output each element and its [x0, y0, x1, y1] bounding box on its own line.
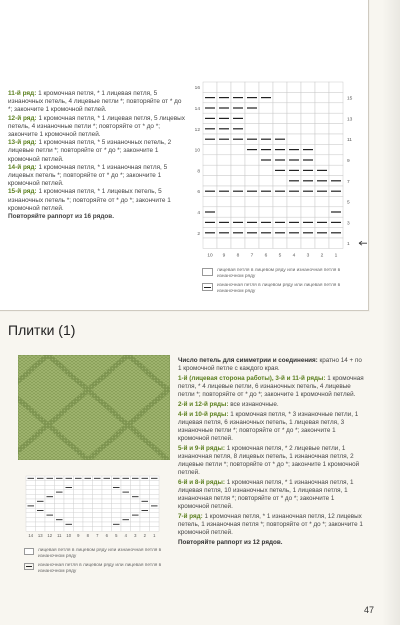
chart-cell [45, 481, 55, 486]
chart-cell [150, 490, 160, 495]
chart-cell [45, 508, 55, 513]
chart-cell [259, 207, 273, 217]
chart-cell [121, 485, 131, 490]
chart-cell [102, 499, 112, 504]
chart-cell [121, 494, 131, 499]
chart-cell [121, 481, 131, 486]
legend-knit-text: лицевая петля в лицевом ряду или изнаночная петля в изнаночном ряду [217, 268, 341, 279]
chart-cell [259, 165, 273, 175]
chart-cell [329, 103, 343, 113]
chart-cell [102, 517, 112, 522]
chart-cell [301, 92, 315, 102]
chart-cell [112, 513, 122, 518]
chart-cell [287, 134, 301, 144]
chart-cell [245, 113, 259, 123]
chart-cell [315, 124, 329, 134]
row-label: 4 [197, 211, 200, 216]
start-arrow-icon [359, 241, 367, 245]
chart-cell [55, 513, 65, 518]
column-label: 1 [153, 533, 156, 539]
legend-purl-text: изнаночная петля в лицевом ряду или лицевая петля в изнаночном ряду [38, 563, 162, 574]
chart-cell [150, 513, 160, 518]
column-label: 7 [250, 253, 254, 259]
chart-cell [55, 481, 65, 486]
chart-cell [36, 513, 46, 518]
chart-cell [203, 82, 217, 92]
chart-cell [112, 490, 122, 495]
chart-cell [287, 113, 301, 123]
chart-cell [140, 513, 150, 518]
chart-cell [245, 196, 259, 206]
chart-cell [83, 504, 93, 509]
chart-cell [329, 82, 343, 92]
chart-cell [301, 207, 315, 217]
chart-cell [315, 155, 329, 165]
chart-cell [287, 238, 301, 248]
chart-cell [64, 504, 74, 509]
chart-cell [121, 508, 131, 513]
chart-cell [315, 238, 329, 248]
knit-swatch-photo [18, 355, 170, 460]
chart-cell [36, 485, 46, 490]
chart-cell [36, 527, 46, 532]
chart-cell [26, 508, 36, 513]
chart-cell [45, 485, 55, 490]
chart-cell [231, 82, 245, 92]
chart-cell [102, 494, 112, 499]
chart-cell [203, 165, 217, 175]
column-label: 5 [115, 533, 118, 539]
chart-cell [74, 504, 84, 509]
chart-cell [55, 494, 65, 499]
chart-cell [315, 92, 329, 102]
chart-cell [64, 517, 74, 522]
chart-cell [329, 144, 343, 154]
chart-cell [329, 238, 343, 248]
chart-cell [26, 481, 36, 486]
chart-cell [74, 485, 84, 490]
chart-cell [140, 522, 150, 527]
chart-cell [301, 196, 315, 206]
chart-cell [259, 113, 273, 123]
chart-cell [273, 238, 287, 248]
chart-cell [150, 485, 160, 490]
chart-cell [273, 82, 287, 92]
chart-cell [26, 513, 36, 518]
chart-cell [83, 481, 93, 486]
chart-cell [131, 508, 141, 513]
column-label: 14 [28, 533, 34, 539]
chart-cell [26, 499, 36, 504]
chart-cell [231, 238, 245, 248]
chart-cell [273, 176, 287, 186]
chart-cell [131, 490, 141, 495]
chart-cell [259, 103, 273, 113]
column-label: 2 [320, 253, 324, 259]
tiles-stitch-chart [18, 472, 170, 544]
chart-cell [102, 522, 112, 527]
chart-cell [55, 504, 65, 509]
chart-cell [121, 499, 131, 504]
chart-cell [112, 517, 122, 522]
row-instruction: 14-й ряд: 1 кромочная петля, * 1 изнаночная петля, 5 лицевых петель *; повторяйте от * до *; закончите 1 кромочной петлей. [8, 163, 168, 188]
chart-cell [83, 490, 93, 495]
chart-cell [259, 82, 273, 92]
column-label: 10 [207, 253, 213, 259]
chart-cell [64, 513, 74, 518]
chart-cell [26, 522, 36, 527]
repeat-note: Повторяйте раппорт из 16 рядов. [8, 213, 115, 221]
gutter-shadow [382, 0, 400, 625]
column-label: 8 [86, 533, 89, 539]
chart-cell [203, 155, 217, 165]
column-label: 13 [37, 533, 43, 539]
legend-knit-symbol [24, 548, 34, 555]
top-instructions [8, 90, 186, 221]
chart-cell [131, 522, 141, 527]
chart-cell [102, 504, 112, 509]
chart-cell [93, 485, 103, 490]
chart-cell [83, 513, 93, 518]
chart-cell [217, 155, 231, 165]
chart-cell [217, 238, 231, 248]
chart-cell [301, 82, 315, 92]
chart-cell [217, 82, 231, 92]
chart-cell [45, 504, 55, 509]
row-instruction: 15-й ряд: 1 кромочная петля, * 1 лицевых петель, 5 изнаночных петель *; повторяйте от * до *; закончите 1 кромочной петлей. [8, 188, 171, 212]
chart-cell [287, 207, 301, 217]
column-label: 6 [264, 253, 268, 259]
chart-cell [259, 124, 273, 134]
chart-cell [131, 481, 141, 486]
chart-cell [93, 517, 103, 522]
chart-cell [203, 238, 217, 248]
chart-cell [329, 155, 343, 165]
chart-cell [45, 527, 55, 532]
chart-cell [315, 82, 329, 92]
chart-cell [45, 499, 55, 504]
chart-cell [217, 165, 231, 175]
chart-cell [301, 134, 315, 144]
chart-cell [102, 513, 112, 518]
row-instruction: 2-й и 12-й ряды: все изнаночные. [178, 401, 279, 408]
row-label: 2 [197, 231, 200, 237]
chart-cell [203, 144, 217, 154]
chart-cell [83, 522, 93, 527]
chart-cell [102, 508, 112, 513]
chart-cell [273, 92, 287, 102]
column-label: 3 [134, 533, 137, 539]
row-instruction: 6-й и 8-й ряды: 1 кромочная петля, * 1 изнаночная петля, 1 лицевая петля, 10 изнаночных петель, 1 лицевая петля, 1 изнаночная петля *; повторяйте от * до *; закончите 1 кромочной петлей. [178, 479, 354, 510]
chart-cell [131, 499, 141, 504]
row-label: 15 [347, 96, 353, 102]
chart-cell [93, 513, 103, 518]
chart-cell [301, 124, 315, 134]
chart-cell [64, 527, 74, 532]
chart-cell [231, 144, 245, 154]
chart-cell [259, 238, 273, 248]
chart-cell [217, 196, 231, 206]
row-label: 6 [197, 190, 200, 196]
column-label: 4 [292, 253, 296, 259]
column-label: 1 [334, 253, 338, 259]
chart-cell [26, 485, 36, 490]
chart-cell [231, 196, 245, 206]
chart-cell [36, 490, 46, 495]
chart-cell [64, 490, 74, 495]
column-label: 8 [236, 253, 240, 259]
row-label: 1 [347, 242, 350, 248]
chart-cell [64, 494, 74, 499]
chart-cell [131, 485, 141, 490]
row-label: 12 [194, 127, 200, 133]
column-label: 12 [47, 533, 53, 539]
chart-cell [315, 207, 329, 217]
chart-cell [64, 499, 74, 504]
chart-cell [203, 196, 217, 206]
chart-cell [83, 517, 93, 522]
chart-cell [74, 527, 84, 532]
chart-cell [315, 103, 329, 113]
column-label: 3 [306, 253, 310, 259]
chart-cell [150, 499, 160, 504]
chart-cell [112, 508, 122, 513]
chart-cell [36, 481, 46, 486]
chart-cell [45, 490, 55, 495]
chart-cell [217, 144, 231, 154]
chart-cell [55, 522, 65, 527]
chart-cell [231, 207, 245, 217]
column-label: 10 [66, 533, 72, 539]
stitch-count: Число петель для симметрии и соединения: кратно 14 + по 1 кромочной петле с каждого края. [178, 357, 362, 372]
chart-cell [245, 165, 259, 175]
chart-cell [93, 522, 103, 527]
chart-cell [93, 504, 103, 509]
chart-cell [112, 527, 122, 532]
chart-cell [273, 103, 287, 113]
column-label: 4 [124, 533, 127, 539]
chart-cell [301, 113, 315, 123]
chart-cell [150, 517, 160, 522]
chart-cell [203, 176, 217, 186]
row-label: 7 [347, 179, 350, 185]
chart-cell [36, 522, 46, 527]
chart-cell [102, 481, 112, 486]
chart-cell [259, 176, 273, 186]
row-label: 14 [194, 107, 200, 112]
section-title: Плитки (1) [8, 322, 76, 338]
chart-cell [74, 522, 84, 527]
chart-cell [83, 499, 93, 504]
chart-cell [245, 238, 259, 248]
column-label: 6 [105, 533, 108, 539]
chart-cell [74, 481, 84, 486]
chart-cell [301, 103, 315, 113]
top-stitch-chart [188, 76, 378, 276]
chart-cell [55, 485, 65, 490]
chart-cell [245, 155, 259, 165]
column-label: 11 [57, 533, 62, 539]
chart-cell [150, 508, 160, 513]
repeat-note: Повторяйте раппорт из 12 рядов. [178, 539, 283, 546]
chart-cell [36, 517, 46, 522]
chart-cell [83, 494, 93, 499]
chart-cell [140, 481, 150, 486]
row-label: 8 [197, 169, 200, 175]
chart-cell [329, 124, 343, 134]
chart-cell [93, 499, 103, 504]
chart-cell [102, 527, 112, 532]
column-label: 7 [96, 533, 99, 539]
chart-cell [140, 494, 150, 499]
chart-cell [287, 103, 301, 113]
chart-cell [121, 504, 131, 509]
chart-cell [150, 527, 160, 532]
legend-purl-symbol [202, 283, 213, 291]
chart-cell [83, 485, 93, 490]
row-label: 10 [194, 148, 200, 154]
chart-cell [55, 499, 65, 504]
chart-cell [26, 494, 36, 499]
chart-cell [273, 207, 287, 217]
chart-cell [245, 207, 259, 217]
row-instruction: 1-й (лицевая сторона работы), 3-й и 11-й ряды: 1 кромочная петля, * 4 лицевые петли, 6 изнаночных петель, 4 лицевые петли *; повторяйте от * до *; закончите 1 кромочной петлей. [178, 375, 364, 398]
row-instruction: 12-й ряд: 1 кромочная петля, * 1 лицевая петля, 5 лицевых петель, 4 изнаночные петли *; повторяйте от * до *; закончите 1 кромочной петлей. [8, 114, 185, 139]
chart-cell [93, 481, 103, 486]
chart-cell [26, 490, 36, 495]
chart-cell [83, 527, 93, 532]
chart-cell [287, 92, 301, 102]
row-label: 3 [347, 221, 350, 227]
chart-cell [55, 527, 65, 532]
chart-cell [112, 504, 122, 509]
chart-cell [273, 196, 287, 206]
tiles-instructions [178, 357, 366, 549]
chart-cell [231, 155, 245, 165]
chart-cell [36, 494, 46, 499]
chart-cell [315, 113, 329, 123]
row-instruction: 5-й и 9-й ряды: 1 кромочная петля, * 2 лицевые петли, 1 изнаночная петля, 8 лицевых петель, 1 изнаночная петля, 2 лицевые петли *; повторяйте от * до *; закончите 1 кромочной петлей. [178, 445, 360, 476]
chart-cell [55, 508, 65, 513]
chart-cell [112, 494, 122, 499]
chart-cell [93, 490, 103, 495]
chart-cell [74, 513, 84, 518]
chart-cell [301, 238, 315, 248]
chart-cell [93, 527, 103, 532]
chart-cell [150, 522, 160, 527]
chart-cell [287, 196, 301, 206]
chart-cell [140, 490, 150, 495]
chart-cell [74, 490, 84, 495]
column-label: 2 [143, 533, 146, 539]
chart-cell [26, 527, 36, 532]
chart-cell [329, 113, 343, 123]
legend-knit-symbol [202, 268, 213, 276]
chart-cell [150, 481, 160, 486]
chart-cell [102, 490, 112, 495]
chart-cell [231, 165, 245, 175]
chart-cell [329, 134, 343, 144]
chart-cell [315, 134, 329, 144]
chart-cell [45, 522, 55, 527]
chart-cell [64, 481, 74, 486]
chart-cell [112, 499, 122, 504]
chart-cell [74, 517, 84, 522]
chart-cell [140, 485, 150, 490]
chart-cell [140, 527, 150, 532]
chart-cell [131, 504, 141, 509]
top-chart-legend [202, 268, 362, 295]
chart-cell [112, 481, 122, 486]
chart-cell [131, 527, 141, 532]
chart-cell [74, 499, 84, 504]
page-number: 47 [363, 605, 374, 615]
chart-cell [121, 527, 131, 532]
chart-cell [287, 82, 301, 92]
legend-purl-text: изнаночная петля в лицевом ряду или лицевая петля в изнаночном ряду [217, 283, 341, 294]
chart-cell [131, 517, 141, 522]
chart-cell [140, 504, 150, 509]
legend-purl-symbol [24, 563, 34, 570]
chart-cell [93, 494, 103, 499]
chart-cell [217, 176, 231, 186]
chart-cell [121, 522, 131, 527]
chart-cell [64, 508, 74, 513]
chart-cell [315, 196, 329, 206]
row-label: 5 [347, 200, 350, 206]
row-instruction: 4-й и 10-й ряды: 1 кромочная петля, * 3 изнаночные петли, 1 лицевая петля, 6 изнаночных петель, 1 лицевая петля, 3 изнаночные петли *; повторяйте от * до *; закончите 1 кромочной петлей. [178, 411, 359, 442]
column-label: 5 [278, 253, 282, 259]
chart-cell [315, 144, 329, 154]
chart-cell [45, 517, 55, 522]
chart-cell [140, 517, 150, 522]
chart-cell [287, 124, 301, 134]
chart-cell [74, 494, 84, 499]
chart-cell [74, 508, 84, 513]
row-instruction: 7-й ряд: 1 кромочная петля, * 1 изнаночная петля, 12 лицевых петель, 1 изнаночная петля *; повторяйте от * до *; закончите 1 кромочной петлей. [178, 513, 363, 536]
chart-cell [83, 508, 93, 513]
chart-cell [329, 165, 343, 175]
chart-cell [121, 513, 131, 518]
column-label: 9 [222, 253, 226, 259]
row-instruction: 11-й ряд: 1 кромочная петля, * 1 лицевая петля, 5 изнаночных петель, 4 лицевые петли *; повторяйте от * до *; закончите 1 кромочной петлей. [8, 90, 182, 114]
tiles-chart-legend [24, 548, 164, 575]
row-label: 11 [347, 138, 352, 144]
row-label: 13 [347, 117, 353, 123]
chart-cell [231, 176, 245, 186]
chart-cell [273, 124, 287, 134]
chart-cell [93, 508, 103, 513]
chart-cell [329, 196, 343, 206]
row-label: 16 [194, 86, 200, 92]
chart-cell [36, 504, 46, 509]
chart-cell [26, 517, 36, 522]
row-label: 9 [347, 159, 350, 164]
chart-cell [102, 485, 112, 490]
chart-cell [273, 113, 287, 123]
row-instruction: 13-й ряд: 1 кромочная петля, * 5 изнаночных петель, 2 лицевые петли *; повторяйте от * до *; закончите 1 кромочной петлей. [8, 139, 172, 163]
chart-cell [259, 196, 273, 206]
chart-cell [245, 176, 259, 186]
chart-cell [150, 494, 160, 499]
chart-cell [245, 124, 259, 134]
legend-knit-text: лицевая петля в лицевом ряду или изнаночная петля в изнаночном ряду [38, 548, 162, 559]
column-label: 9 [77, 533, 80, 539]
chart-cell [245, 82, 259, 92]
chart-cell [217, 207, 231, 217]
chart-cell [329, 92, 343, 102]
